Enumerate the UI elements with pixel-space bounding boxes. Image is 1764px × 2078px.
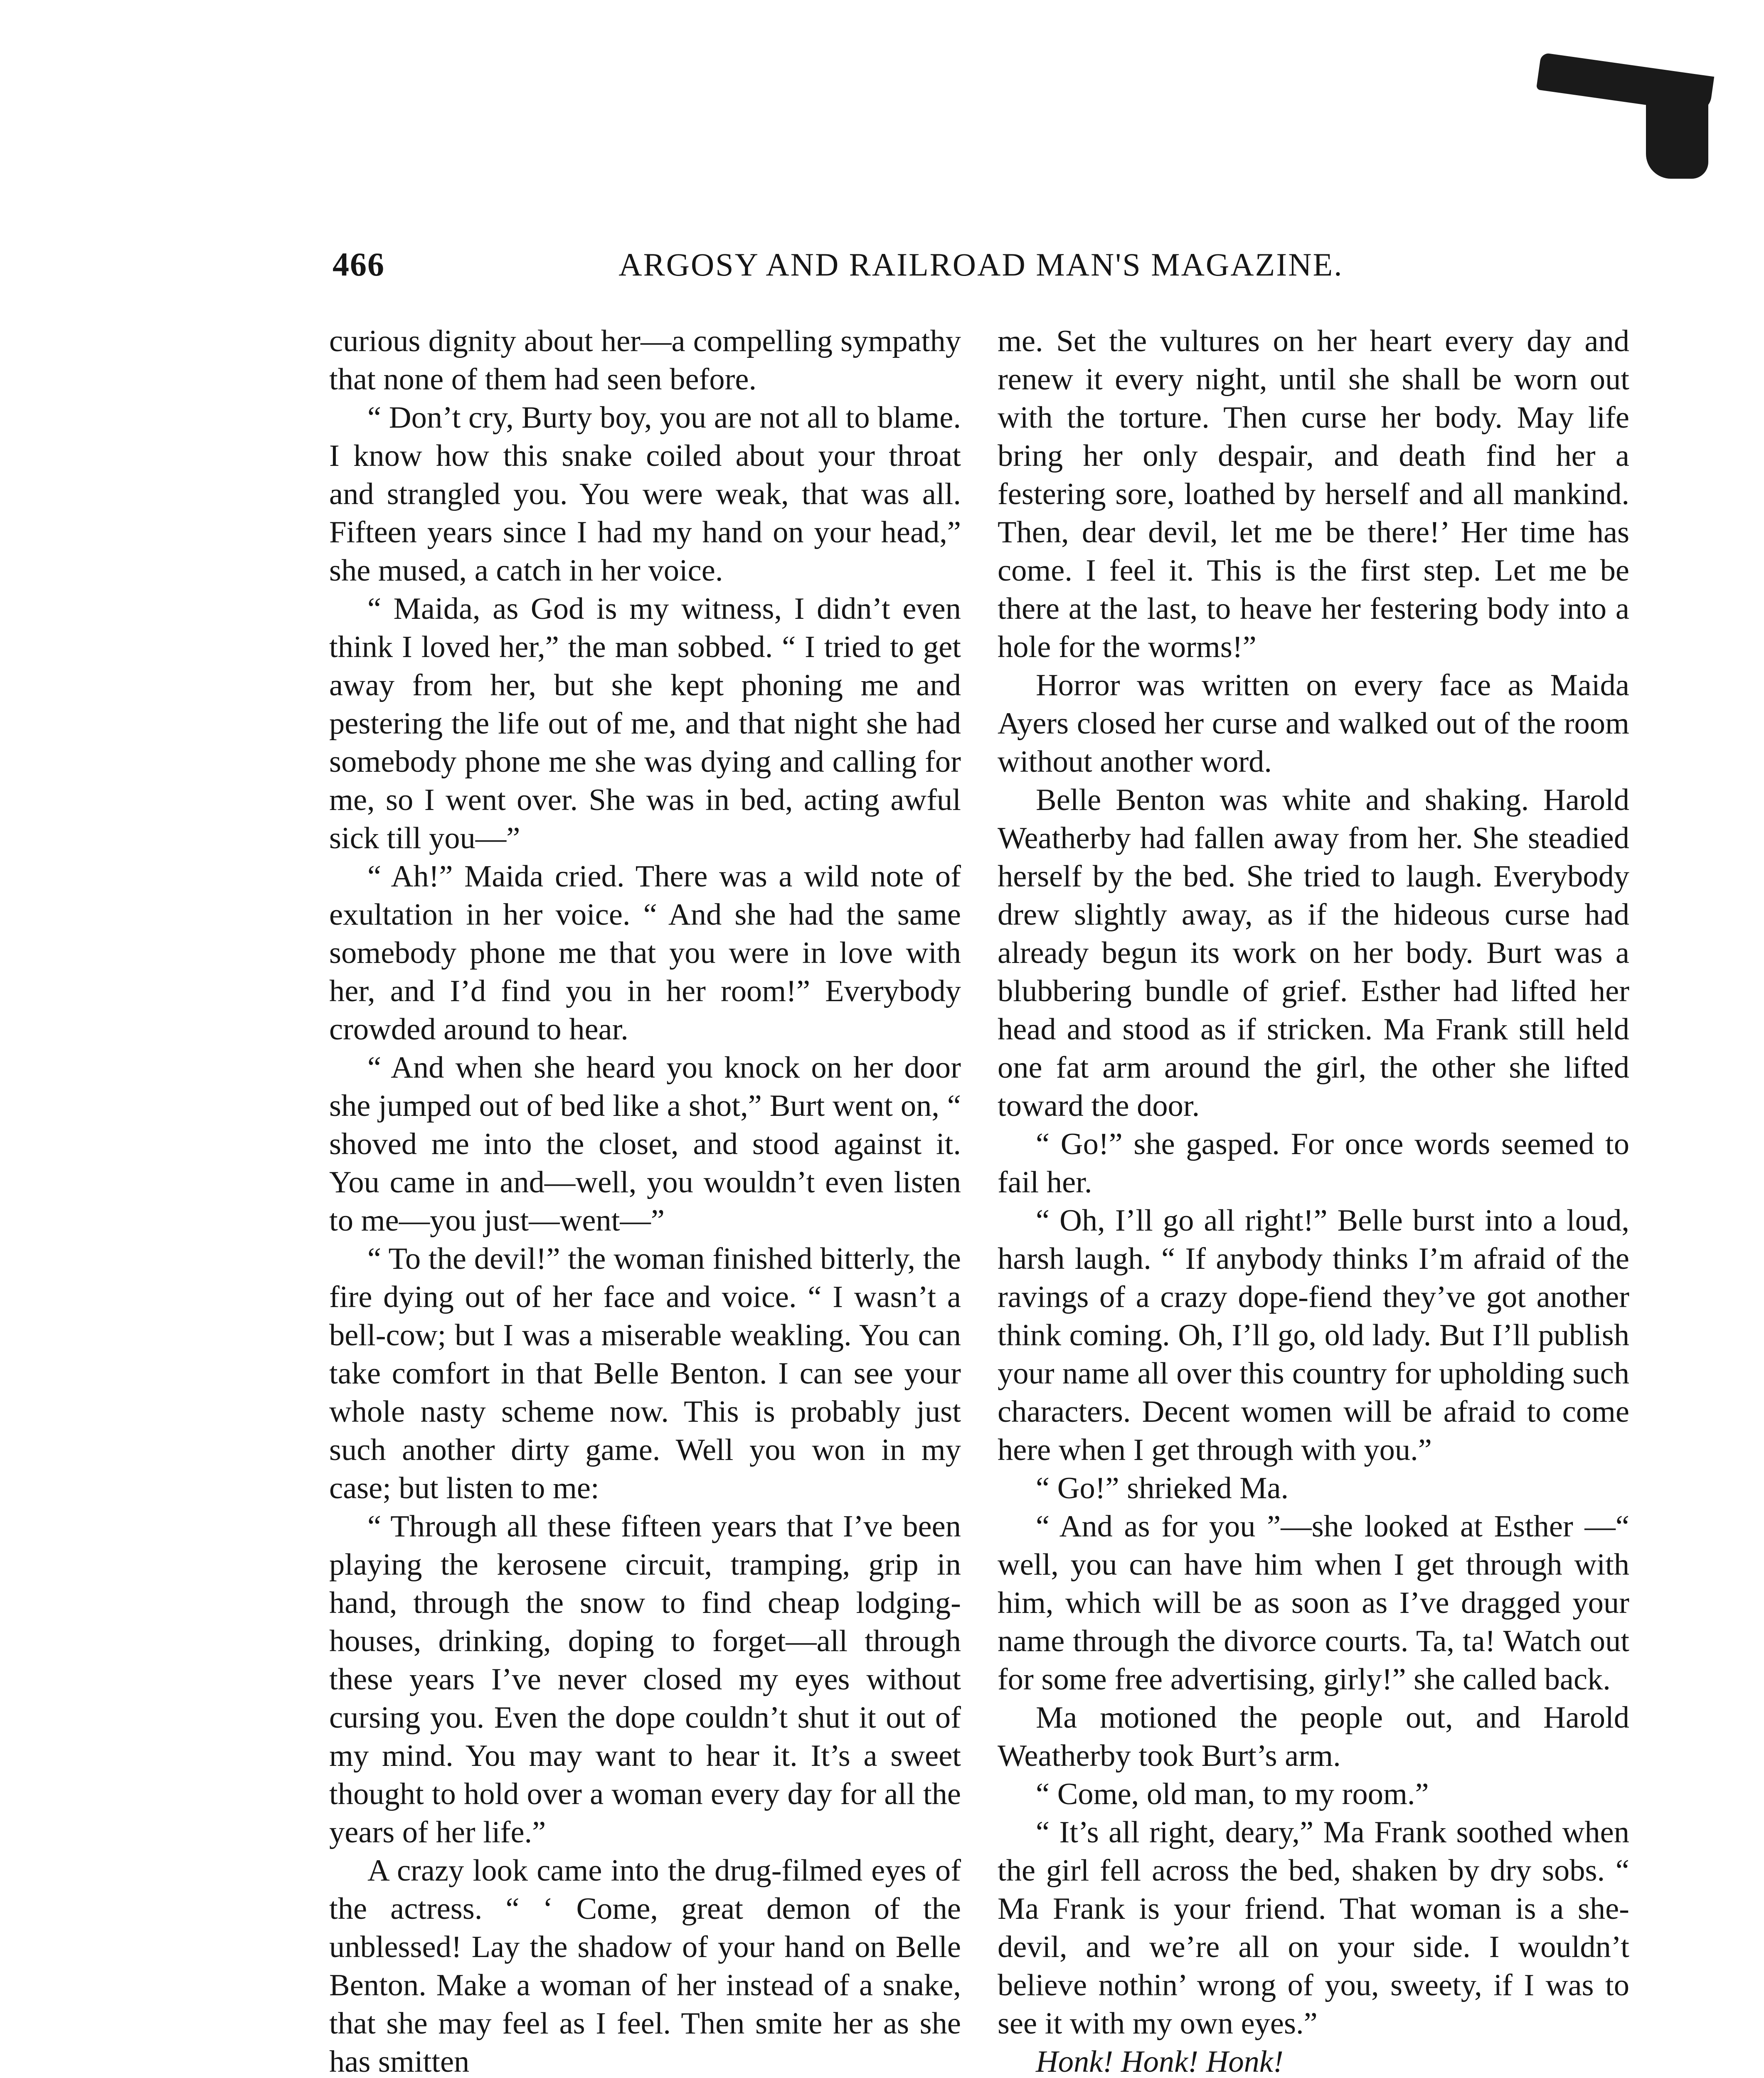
left-column	[329, 322, 961, 2078]
paragraph: “ Go!” shrieked Ma.	[1036, 1471, 1289, 1505]
paragraph: “ And as for you ”—she looked at Esther —“ well, you can have him when I get through with him, which will be as soon as I’ve dragged your name through the divorce courts. Ta, ta! Watch out for some free advertising, girly!” she called back.	[998, 1509, 1629, 1696]
paragraph: “ Go!” she gasped. For once words seemed to fail her.	[998, 1127, 1629, 1199]
running-head: ARGOSY AND RAILROAD MAN'S MAGAZINE.	[618, 246, 1343, 283]
page-number: 466	[333, 246, 385, 283]
paragraph: A crazy look came into the drug-filmed eyes of the actress. “ ‘ Come, great demon of the unblessed! Lay the shadow of your hand on Belle Benton. Make a woman of her instead of a snake, that she may feel as I feel. Then smite her as she has smitten	[329, 1854, 961, 2078]
paragraph: me. Set the vultures on her heart every day and renew it every night, until she shall be worn out with the torture. Then curse her body. May life bring her only despair, and death find her a festering sore, loathed by herself and all mankind. Then, dear devil, let me be there!’ Her time has come. I feel it. This is the first step. Let me be there at the last, to heave her festering body into a hole for the worms!”	[998, 324, 1629, 664]
page-header	[333, 246, 1629, 292]
paragraph: “ Come, old man, to my room.”	[1036, 1777, 1429, 1811]
paragraph: “ It’s all right, deary,” Ma Frank soothed when the girl fell across the bed, shaken by dry sobs. “ Ma Frank is your friend. That woman is a she-devil, and we’re all on your side. I wouldn’t believe nothin’ wrong of you, sweety, if I was to see it with my own eyes.”	[998, 1815, 1629, 2041]
ink-smudge	[1646, 96, 1708, 179]
paragraph: Honk! Honk! Honk!	[1036, 2045, 1284, 2078]
paragraph: “ To the devil!” the woman finished bitterly, the fire dying out of her face and voice. “ I wasn’t a bell-cow; but I was a miserable weakling. You can take comfort in that Belle Benton. I can see your whole nasty scheme now. This is probably just such another dirty game. Well you won in my case; but listen to me:	[329, 1242, 961, 1505]
paragraph: “ Don’t cry, Burty boy, you are not all to blame. I know how this snake coiled about your throat and strangled you. You were weak, that was all. Fifteen years since I had my hand on your head,” she mused, a catch in her voice.	[329, 401, 961, 588]
paragraph: “ Oh, I’ll go all right!” Belle burst into a loud, harsh laugh. “ If anybody thinks I’m afraid of the ravings of a crazy dope-fiend they’ve got another think coming. Oh, I’ll go, old lady. But I’ll publish your name all over this country for upholding such characters. Decent women will be afraid to come here when I get through with you.”	[998, 1204, 1629, 1467]
right-column	[998, 322, 1629, 2078]
paragraph: Ma motioned the people out, and Harold Weatherby took Burt’s arm.	[998, 1701, 1629, 1773]
paragraph: “ And when she heard you knock on her door she jumped out of bed like a shot,” Burt went on, “ shoved me into the closet, and stood against it. You came in and—well, you wouldn’t even listen to me—you just—went—”	[329, 1051, 961, 1238]
paragraph: “ Maida, as God is my witness, I didn’t even think I loved her,” the man sobbed. “ I tried to get away from her, but she kept phoning me and pestering the life out of me, and that night she had somebody phone me she was dying and calling for me, so I went over. She was in bed, acting awful sick till you—”	[329, 592, 961, 855]
paragraph: curious dignity about her—a compelling sympathy that none of them had seen before.	[329, 324, 961, 396]
paragraph: “ Ah!” Maida cried. There was a wild note of exultation in her voice. “ And she had the same somebody phone me that you were in love with her, and I’d find you in her room!” Everybody crowded around to hear.	[329, 859, 961, 1046]
paragraph: Belle Benton was white and shaking. Harold Weatherby had fallen away from her. She steadied herself by the bed. She tried to laugh. Everybody drew slightly away, as if the hideous curse had already begun its work on her body. Burt was a blubbering bundle of grief. Esther had lifted her head and stood as if stricken. Ma Frank still held one fat arm around the girl, the other she lifted toward the door.	[998, 783, 1629, 1123]
paragraph: Horror was written on every face as Maida Ayers closed her curse and walked out of the room without another word.	[998, 668, 1629, 779]
paragraph: “ Through all these fifteen years that I’ve been playing the kerosene circuit, tramping, grip in hand, through the snow to find cheap lodging-houses, drinking, doping to forget—all through these years I’ve never closed my eyes without cursing you. Even the dope couldn’t shut it out of my mind. You may want to hear it. It’s a sweet thought to hold over a woman every day for all the years of her life.”	[329, 1509, 961, 1849]
